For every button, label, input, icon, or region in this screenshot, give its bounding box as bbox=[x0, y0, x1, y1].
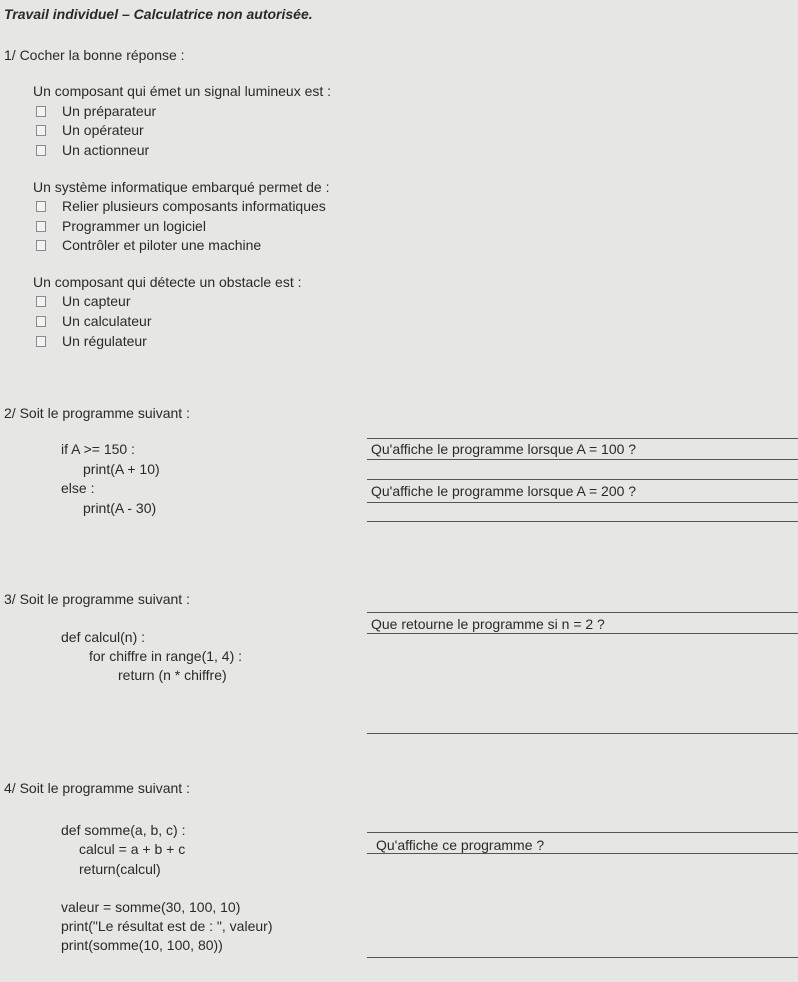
q1-option-3-2[interactable]: Un calculateur bbox=[36, 313, 152, 329]
q1-option-2-1[interactable]: Relier plusieurs composants informatiques bbox=[36, 198, 326, 214]
checkbox[interactable] bbox=[36, 240, 46, 251]
q1-option-2-3[interactable]: Contrôler et piloter une machine bbox=[36, 237, 261, 253]
q1-option-2-2[interactable]: Programmer un logiciel bbox=[36, 218, 206, 234]
q1-option-1-1[interactable]: Un préparateur bbox=[36, 103, 156, 119]
checkbox[interactable] bbox=[36, 106, 46, 117]
q1-stem-2: Un système informatique embarqué permet de : bbox=[33, 179, 330, 195]
q4-answer-rule-top bbox=[367, 832, 798, 833]
q1-stem-3: Un composant qui détecte un obstacle est : bbox=[33, 274, 302, 290]
q2-code-line-4: print(A - 30) bbox=[83, 500, 157, 516]
q3-heading: 3/ Soit le programme suivant : bbox=[4, 591, 190, 607]
checkbox[interactable] bbox=[36, 201, 46, 212]
q2-heading: 2/ Soit le programme suivant : bbox=[4, 405, 190, 421]
checkbox[interactable] bbox=[36, 296, 46, 307]
q2-answer-rule-top bbox=[367, 438, 798, 439]
q4-code-line-2: calcul = a + b + c bbox=[79, 841, 186, 857]
q2-answer-rule-a bbox=[367, 459, 798, 460]
q1-stem-1: Un composant qui émet un signal lumineux est : bbox=[33, 83, 332, 99]
q3-code-line-3: return (n * chiffre) bbox=[118, 667, 227, 683]
q2-question-b: Qu'affiche le programme lorsque A = 200 ? bbox=[371, 483, 637, 499]
q1-option-1-2[interactable]: Un opérateur bbox=[36, 122, 144, 138]
q4-code-line-4: valeur = somme(30, 100, 10) bbox=[61, 899, 241, 915]
page-title: Travail individuel – Calculatrice non autorisée. bbox=[4, 6, 313, 22]
checkbox[interactable] bbox=[36, 125, 46, 136]
q1-option-3-1[interactable]: Un capteur bbox=[36, 293, 130, 309]
q2-code-line-1: if A >= 150 : bbox=[61, 441, 135, 457]
q3-code-line-1: def calcul(n) : bbox=[61, 629, 146, 645]
q4-code-line-6: print(somme(10, 100, 80)) bbox=[61, 937, 223, 953]
q3-answer-rule-mid bbox=[367, 633, 798, 634]
q1-option-1-3[interactable]: Un actionneur bbox=[36, 142, 149, 158]
q4-answer-rule-mid bbox=[367, 853, 798, 854]
q2-answer-rule-mid bbox=[367, 479, 798, 480]
q1-option-3-3[interactable]: Un régulateur bbox=[36, 333, 147, 349]
q4-question: Qu'affiche ce programme ? bbox=[376, 837, 545, 853]
q4-code-line-5: print("Le résultat est de : ", valeur) bbox=[61, 918, 273, 934]
q2-code-line-2: print(A + 10) bbox=[83, 461, 160, 477]
q2-question-a: Qu'affiche le programme lorsque A = 100 ? bbox=[371, 441, 637, 457]
checkbox[interactable] bbox=[36, 145, 46, 156]
q2-code-line-3: else : bbox=[61, 480, 95, 496]
q4-code-line-3: return(calcul) bbox=[79, 861, 161, 877]
checkbox[interactable] bbox=[36, 316, 46, 327]
q3-code-line-2: for chiffre in range(1, 4) : bbox=[89, 648, 243, 664]
q1-heading: 1/ Cocher la bonne réponse : bbox=[4, 47, 185, 63]
q3-question: Que retourne le programme si n = 2 ? bbox=[371, 616, 605, 632]
q4-answer-rule-bottom bbox=[367, 957, 798, 958]
checkbox[interactable] bbox=[36, 336, 46, 347]
q2-answer-rule-b bbox=[367, 502, 798, 503]
checkbox[interactable] bbox=[36, 221, 46, 232]
q3-answer-rule-top bbox=[367, 612, 798, 613]
q3-answer-rule-bottom bbox=[367, 733, 798, 734]
q4-code-line-1: def somme(a, b, c) : bbox=[61, 822, 186, 838]
q4-heading: 4/ Soit le programme suivant : bbox=[4, 780, 190, 796]
q2-answer-rule-bottom bbox=[367, 521, 798, 522]
